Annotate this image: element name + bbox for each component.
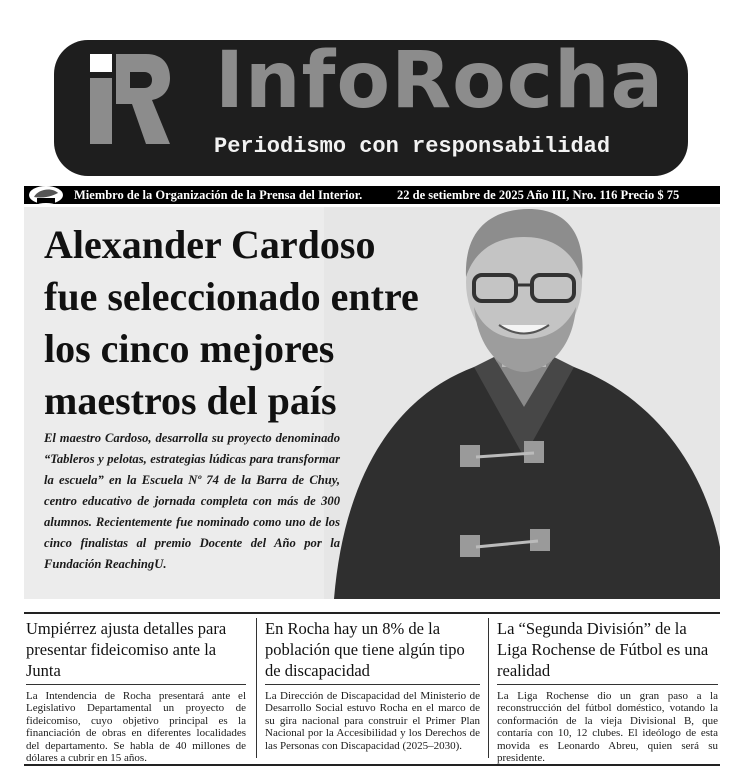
headline: Alexander Cardoso fue seleccionado entre los cinco mejores maestros del país <box>44 222 419 423</box>
article-title[interactable]: La “Segunda División” de la Liga Rochense de Fútbol es una realidad <box>497 619 709 680</box>
article-body: La Dirección de Discapacidad del Ministerio de Desarrollo Social estuvo Rocha en el marco de su gira nacional para construir el Primer Plan Nacional por la Accesibilidad y los Derechos de las Personas con Discapacidad (2025–2030). <box>265 690 480 752</box>
title-divider <box>265 684 480 685</box>
lead-paragraph: El maestro Cardoso, desarrolla su proyecto denominado “Tableros y pelotas, estrategias lúdicas para transformar la escuela” en la Escuela Nº 74 de la Barra de Chuy, centro educativo de jornada completa con más de 300 alumnos. Recientemente fue nominado como uno de los cinco finalistas al premio Docente del Año por la Fundación ReachingU. <box>44 431 340 571</box>
article-title[interactable]: Umpiérrez ajusta detalles para presentar fideicomiso ante la Junta <box>26 619 227 680</box>
issue-info: 22 de setiembre de 2025 Año III, Nro. 116 Precio $ 75 <box>397 188 680 202</box>
article-fideicomiso[interactable] <box>26 618 246 765</box>
section-rule-top <box>24 612 720 614</box>
article-body: La Intendencia de Rocha presentará ante el Legislativo Departamental un proyecto de fideicomiso, cuyo objetivo principal es la financiación de obras en diferentes localidades del departamento. Se habla de 40 millones de dólares a cubrir en 15 años. <box>26 690 246 765</box>
slogan: Periodismo con responsabilidad <box>214 134 611 159</box>
info-band <box>24 186 720 204</box>
article-discapacidad[interactable] <box>256 618 480 758</box>
title-divider <box>26 684 246 685</box>
title-divider <box>497 684 718 685</box>
article-body: La Liga Rochense dio un gran paso a la reconstrucción del fútbol doméstico, votando la conformación de la vieja Divisional B, que contaría con 10, 12 clubes. El ideólogo de esta movida es Leonardo Abreu, quien será su presidente. <box>497 690 718 765</box>
hero-story <box>24 207 720 599</box>
brand-name: InfoRocha <box>215 36 665 126</box>
article-segunda-division[interactable] <box>488 618 718 765</box>
inforocha-logo-mark <box>90 54 170 146</box>
masthead <box>54 36 688 176</box>
opi-seal-icon <box>26 186 66 204</box>
membership-text: Miembro de la Organización de la Prensa del Interior. <box>74 188 363 202</box>
section-rule-bottom <box>24 764 720 766</box>
article-title[interactable]: En Rocha hay un 8% de la población que tiene algún tipo de discapacidad <box>265 619 465 680</box>
